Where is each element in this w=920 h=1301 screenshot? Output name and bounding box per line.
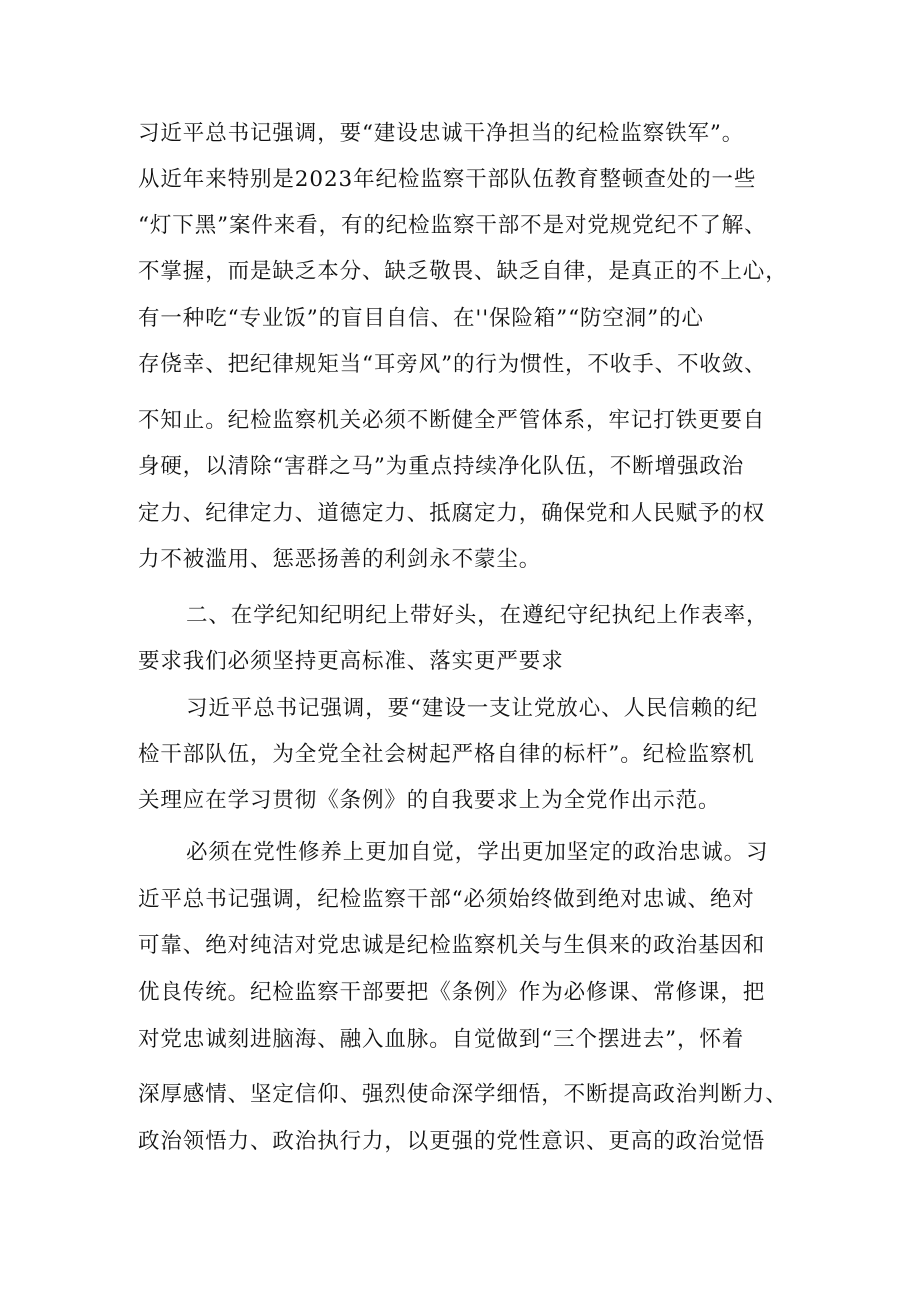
text-line: 必须在党性修养上更加自觉，学出更加坚定的政治忠诚。习: [186, 840, 769, 865]
text-line: 对党忠诚刻进脑海、融入血脉。自觉做到“三个摆进去”，怀着: [138, 1027, 745, 1052]
text-line: 检干部队伍，为全党全社会树起严格自律的标杆”。纪检监察机: [138, 742, 755, 767]
text-line: 有一种吃“专业饭”的盲目自信、在''保险箱”“防空洞”的心: [138, 306, 704, 331]
text-line: 近平总书记强调，纪检监察干部“必须始终做到绝对忠诚、绝对: [138, 887, 755, 912]
text-line: “灯下黑”案件来看，有的纪检监察干部不是对党规党纪不了解、: [138, 213, 767, 238]
text-line: 习近平总书记强调，要“建设忠诚干净担当的纪检监察铁军”。: [138, 121, 745, 146]
text-line: 不知止。纪检监察机关必须不断健全严管体系，牢记打铁更要自: [138, 408, 766, 433]
text-line: 深厚感情、坚定信仰、强烈使命深学细悟，不断提高政治判断力、: [138, 1082, 788, 1107]
text-line: 政治领悟力、政治执行力，以更强的党性意识、更高的政治觉悟: [138, 1129, 766, 1154]
text-line: 存侥幸、把纪律规矩当“耳旁风”的行为惯性，不收手、不收敛、: [138, 352, 767, 377]
text-line: 优良传统。纪检监察干部要把《条例》作为必修课、常修课，把: [138, 980, 766, 1005]
text-line: 不掌握，而是缺乏本分、缺乏敬畏、缺乏自律，是真正的不上心，: [138, 259, 788, 284]
text-line: 关理应在学习贯彻《条例》的自我要求上为全党作出示范。: [138, 788, 721, 813]
text-line: 可靠、绝对纯洁对党忠诚是纪检监察机关与生俱来的政治基因和: [138, 933, 766, 958]
text-line: 力不被滥用、惩恶扬善的利剑永不蒙尘。: [138, 547, 542, 572]
text-line: 从近年来特别是2023年纪检监察干部队伍教育整顿查处的一些: [138, 167, 757, 192]
section-heading-line: 要求我们必须坚持更高标准、落实更严要求: [138, 649, 564, 674]
text-line: 定力、纪律定力、道德定力、抵腐定力，确保党和人民赋予的权: [138, 501, 766, 526]
text-line: 习近平总书记强调，要“建设一支让党放心、人民信赖的纪: [186, 696, 758, 721]
text-line: 身硬，以清除“害群之马”为重点持续净化队伍，不断增强政治: [138, 454, 745, 479]
section-heading-line: 二、在学纪知纪明纪上带好头，在遵纪守纪执纪上作表率，: [186, 603, 769, 628]
